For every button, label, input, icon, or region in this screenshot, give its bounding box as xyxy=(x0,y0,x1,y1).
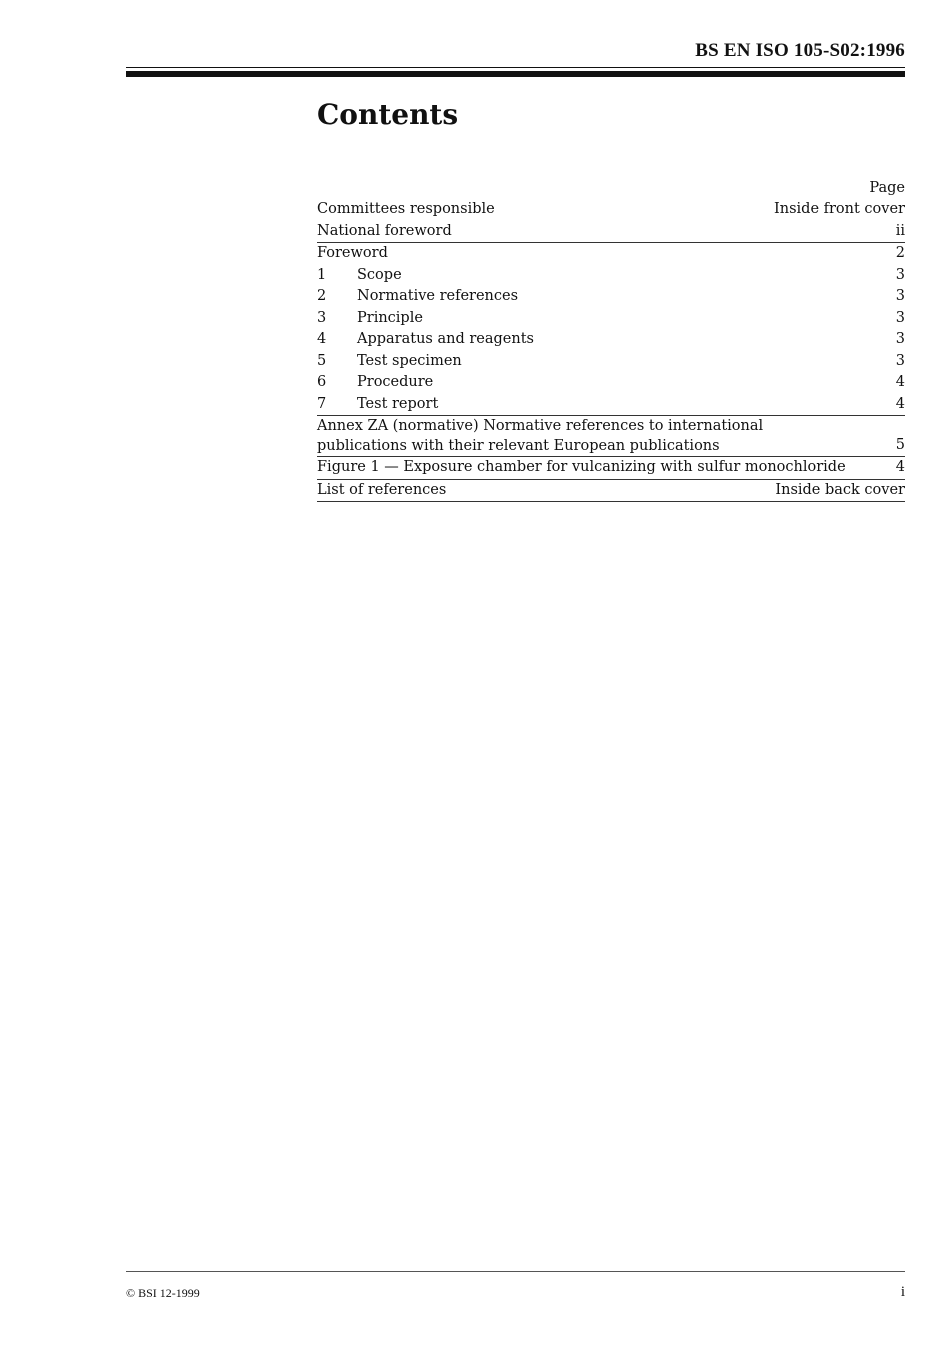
header-thick-rule xyxy=(126,71,905,77)
page-number: i xyxy=(900,1284,905,1300)
clause-title: Scope xyxy=(357,266,402,283)
clause-number: 3 xyxy=(317,309,327,326)
clause-title: Procedure xyxy=(357,374,434,390)
clause-number: 5 xyxy=(317,352,327,369)
copyright-notice: © BSI 12-1999 xyxy=(126,1286,200,1300)
clause-title: Test specimen xyxy=(357,352,462,369)
clause-number: 7 xyxy=(317,395,327,412)
toc-entry-page: 4 xyxy=(895,374,905,390)
toc-entry-list-of-references[interactable] xyxy=(317,480,905,503)
toc-entry-page: Inside front cover xyxy=(774,201,905,217)
clause-title: Normative references xyxy=(357,288,519,304)
toc-entry-figure-1[interactable] xyxy=(317,457,905,480)
clause-title: Apparatus and reagents xyxy=(357,331,534,347)
clause-number: 4 xyxy=(317,331,327,347)
annex-title-line-1: Annex ZA (normative) Normative references to international xyxy=(317,418,764,434)
toc-clause-7[interactable] xyxy=(317,394,905,417)
clause-title: Test report xyxy=(357,395,439,412)
toc-entry-page: 2 xyxy=(895,245,905,261)
page-column-heading: Page xyxy=(869,180,905,196)
toc-entry-annex-za[interactable] xyxy=(317,416,905,457)
contents-title: Contents xyxy=(317,98,459,131)
clause-title: Principle xyxy=(357,309,423,326)
toc-entry-page: Inside back cover xyxy=(775,481,905,498)
clause-number: 6 xyxy=(317,374,327,390)
toc-entry-page: 3 xyxy=(895,288,905,304)
toc-entry-page: 4 xyxy=(895,459,905,475)
toc-entry-page: 5 xyxy=(895,436,905,453)
toc-clause-6[interactable] xyxy=(317,372,905,394)
toc-entry-foreword[interactable] xyxy=(317,243,905,265)
toc-entry-committees[interactable] xyxy=(317,199,905,221)
clause-number: 2 xyxy=(317,288,327,304)
annex-title-line-2: publications with their relevant European publications xyxy=(317,437,720,454)
toc-entry-label: Committees responsible xyxy=(317,201,495,217)
toc-clause-1[interactable] xyxy=(317,265,905,287)
header-thin-rule xyxy=(126,67,905,68)
toc-entry-label: Figure 1 — Exposure chamber for vulcanizing with sulfur monochloride xyxy=(317,459,846,475)
toc-entry-page: 3 xyxy=(895,309,905,326)
toc-clause-3[interactable] xyxy=(317,308,905,330)
toc-clause-5[interactable] xyxy=(317,351,905,373)
table-of-contents xyxy=(317,178,905,502)
toc-entry-label: Foreword xyxy=(317,245,388,261)
toc-entry-page: ii xyxy=(895,222,905,239)
toc-entry-page: 4 xyxy=(895,395,905,412)
toc-entry-label: List of references xyxy=(317,481,447,498)
footer-rule xyxy=(126,1271,905,1272)
toc-entry-label: National foreword xyxy=(317,222,452,239)
toc-entry-page: 3 xyxy=(895,266,905,283)
toc-entry-page: 3 xyxy=(895,331,905,347)
document-identifier: BS EN ISO 105-S02:1996 xyxy=(695,40,905,61)
toc-clause-2[interactable] xyxy=(317,286,905,308)
toc-entry-page: 3 xyxy=(895,352,905,369)
clause-number: 1 xyxy=(317,266,327,283)
toc-entry-national-foreword[interactable] xyxy=(317,221,905,244)
toc-clause-4[interactable] xyxy=(317,329,905,351)
